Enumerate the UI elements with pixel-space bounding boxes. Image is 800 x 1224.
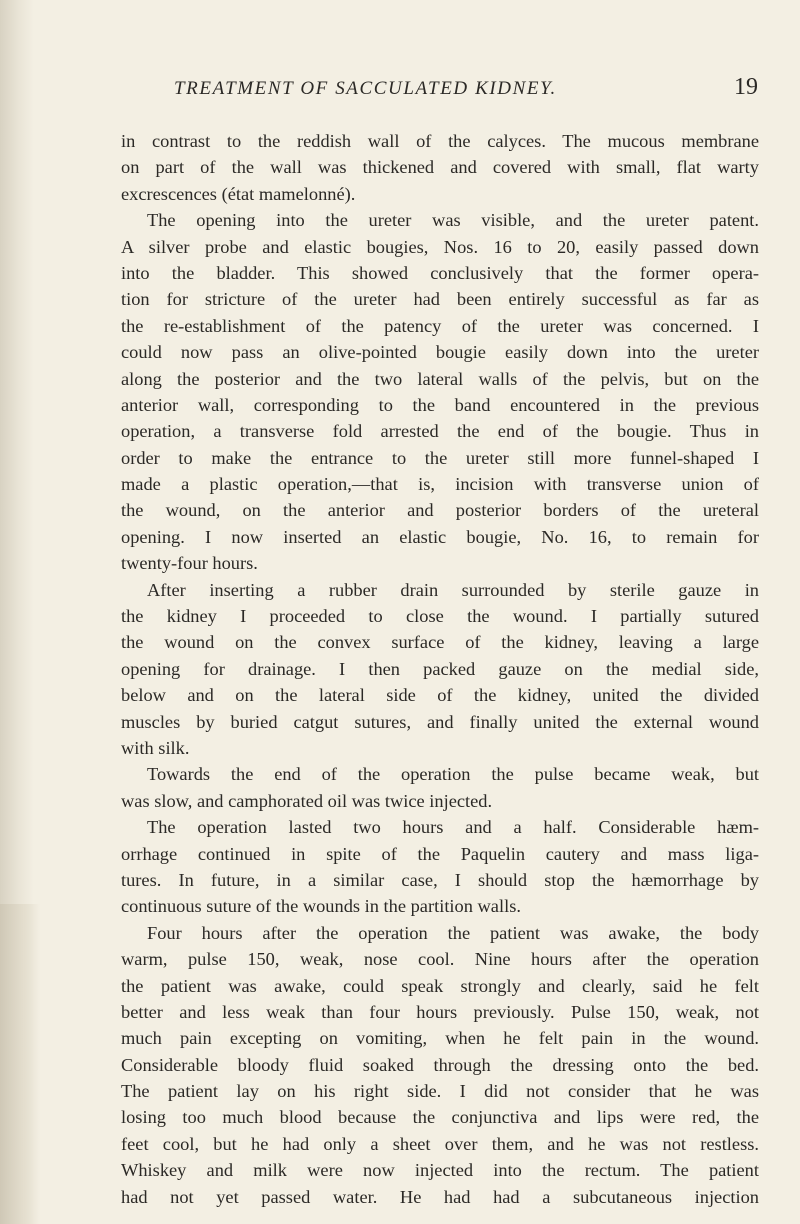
text-line: tion for stricture of the ureter had been entirely successful as far as <box>121 289 759 310</box>
text-line: losing too much blood because the conjunctiva and lips were red, the <box>121 1107 759 1128</box>
paragraph <box>121 814 759 920</box>
text-line: operation, a transverse fold arrested the end of the bougie. Thus in <box>121 421 759 442</box>
text-line: made a plastic operation,—that is, incision with transverse union of <box>121 474 759 495</box>
text-line: the wound, on the anterior and posterior borders of the ureteral <box>121 500 759 521</box>
text-line: feet cool, but he had only a sheet over them, and he was not restless. <box>121 1133 759 1154</box>
text-line: the wound on the convex surface of the kidney, leaving a large <box>121 632 759 653</box>
body-text <box>121 128 759 1210</box>
text-line: the kidney I proceeded to close the wound. I partially sutured <box>121 606 759 627</box>
text-line: A silver probe and elastic bougies, Nos. 16 to 20, easily passed down <box>121 236 759 257</box>
text-line: orrhage continued in spite of the Paquelin cautery and mass liga- <box>121 843 759 864</box>
text-line: the re-establishment of the patency of the ureter was concerned. I <box>121 315 759 336</box>
paragraph <box>121 761 759 814</box>
text-line: After inserting a rubber drain surrounded by sterile gauze in <box>147 579 759 600</box>
text-line: The patient lay on his right side. I did not consider that he was <box>121 1081 759 1102</box>
text-line: continuous suture of the wounds in the partition walls. <box>121 896 521 917</box>
text-line: below and on the lateral side of the kidney, united the divided <box>121 685 759 706</box>
text-line: order to make the entrance to the ureter still more funnel-shaped I <box>121 447 759 468</box>
text-line: anterior wall, corresponding to the band encountered in the previous <box>121 394 759 415</box>
text-line: Four hours after the operation the patient was awake, the body <box>147 922 759 943</box>
text-line: tures. In future, in a similar case, I should stop the hæmorrhage by <box>121 869 759 890</box>
text-line: in contrast to the reddish wall of the calyces. The mucous membrane <box>121 131 759 151</box>
text-line: excrescences (état mamelonné). <box>121 183 356 204</box>
text-line: Whiskey and milk were now injected into the rectum. The patient <box>121 1160 759 1181</box>
text-line: with silk. <box>121 737 190 758</box>
text-line: warm, pulse 150, weak, nose cool. Nine hours after the operation <box>121 949 759 970</box>
text-line: into the bladder. This showed conclusively that the former opera- <box>121 262 759 283</box>
text-line: The opening into the ureter was visible, and the ureter patent. <box>147 210 759 231</box>
text-line: muscles by buried catgut sutures, and finally united the external wound <box>121 711 759 732</box>
running-header <box>174 74 758 108</box>
page-number: 19 <box>734 74 758 100</box>
text-line: twenty-four hours. <box>121 553 258 574</box>
text-line: Towards the end of the operation the pulse became weak, but <box>147 764 759 785</box>
text-line: along the posterior and the two lateral walls of the pelvis, but on the <box>121 368 759 389</box>
text-line: better and less weak than four hours previously. Pulse 150, weak, not <box>121 1001 759 1022</box>
paragraph <box>121 128 759 207</box>
text-line: The operation lasted two hours and a half. Considerable hæm- <box>147 817 759 838</box>
paragraph <box>121 920 759 1210</box>
text-line: could now pass an olive-pointed bougie easily down into the ureter <box>121 342 759 363</box>
text-line: Considerable bloody fluid soaked through the dressing onto the bed. <box>121 1054 759 1075</box>
text-line: had not yet passed water. He had had a subcutaneous injection <box>121 1186 759 1207</box>
paragraph <box>121 577 759 762</box>
text-line: the patient was awake, could speak strongly and clearly, said he felt <box>121 975 759 996</box>
text-line: was slow, and camphorated oil was twice injected. <box>121 790 493 811</box>
text-line: on part of the wall was thickened and covered with small, flat warty <box>121 157 759 178</box>
page-edge-shadow-lower <box>0 904 40 1224</box>
running-title: TREATMENT OF SACCULATED KIDNEY. <box>174 78 557 99</box>
text-line: much pain excepting on vomiting, when he felt pain in the wound. <box>121 1028 759 1049</box>
paragraph <box>121 207 759 576</box>
text-line: opening for drainage. I then packed gauze on the medial side, <box>121 658 759 679</box>
text-line: opening. I now inserted an elastic bougie, No. 16, to remain for <box>121 526 759 547</box>
